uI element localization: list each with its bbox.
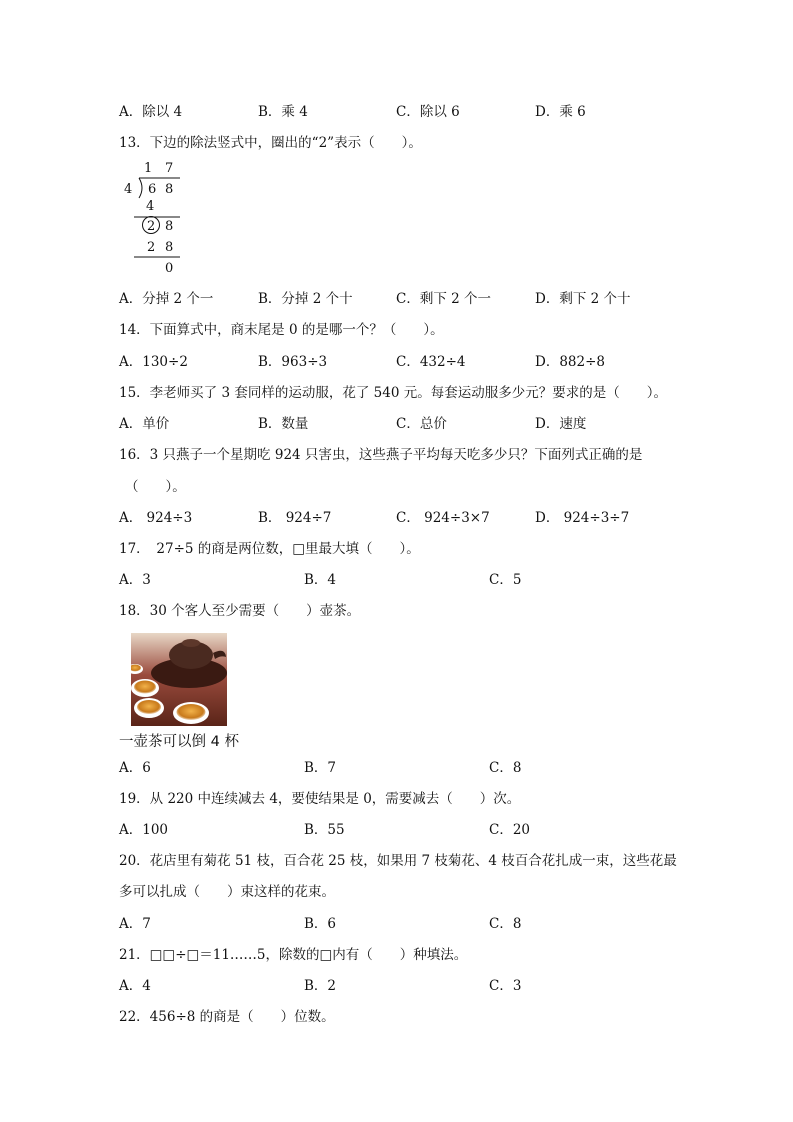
q21-option-b[interactable]: B．2 (304, 978, 337, 994)
q19-stem: 19．从 220 中连续减去 4，要使结果是 0，需要减去（ ）次。 (119, 791, 521, 807)
q17-stem: 17． 27÷5 的商是两位数，□里最大填（ ）。 (119, 541, 420, 557)
q14-option-c[interactable]: C．432÷4 (396, 354, 466, 370)
q12-option-b[interactable]: B．乘 4 (258, 104, 308, 120)
q21-stem: 21．□□÷□＝11……5，除数的□内有（ ）种填法。 (119, 947, 468, 963)
second-product-ones: 8 (165, 240, 174, 255)
q13-option-a[interactable]: A．分掉 2 个一 (119, 291, 214, 307)
q20-stem-line1: 20．花店里有菊花 51 枝，百合花 25 枝，如果用 7 枝菊花、4 枝百合花扎成一束，这些花最 (119, 853, 677, 869)
q13-option-d[interactable]: D．剩下 2 个十 (535, 291, 631, 307)
dividend-ones: 8 (165, 182, 174, 197)
q16-option-d[interactable]: D． 924÷3÷7 (535, 510, 630, 526)
dividend-tens: 6 (148, 182, 157, 197)
q12-option-d[interactable]: D．乘 6 (535, 104, 586, 120)
q18-stem: 18．30 个客人至少需要（ ）壶茶。 (119, 603, 361, 619)
second-product-tens: 2 (147, 240, 156, 255)
remainder-bring-down-8: 8 (165, 219, 174, 234)
circled-digit-2: 2 (147, 219, 156, 234)
q21-option-a[interactable]: A．4 (119, 978, 151, 994)
q14-option-b[interactable]: B．963÷3 (258, 354, 328, 370)
q14-stem: 14．下面算式中，商末尾是 0 的是哪一个？（ ）。 (119, 322, 444, 338)
q15-option-d[interactable]: D．速度 (535, 416, 587, 432)
q12-option-a[interactable]: A．除以 4 (119, 104, 183, 120)
q15-option-c[interactable]: C．总价 (396, 416, 447, 432)
q16-option-a[interactable]: A． 924÷3 (119, 510, 193, 526)
q22-stem: 22．456÷8 的商是（ ）位数。 (119, 1009, 335, 1025)
q18-caption: 一壶茶可以倒 4 杯 (119, 734, 239, 750)
q20-option-a[interactable]: A．7 (119, 916, 151, 932)
q19-option-c[interactable]: C．20 (489, 822, 531, 838)
divisor: 4 (124, 182, 133, 197)
q17-option-a[interactable]: A．3 (119, 572, 151, 588)
quotient-digit-ones: 7 (165, 161, 174, 176)
q21-option-c[interactable]: C．3 (489, 978, 522, 994)
tea-photo (131, 633, 227, 726)
q20-option-c[interactable]: C．8 (489, 916, 522, 932)
q18-option-c[interactable]: C．8 (489, 760, 522, 776)
q14-option-a[interactable]: A．130÷2 (119, 354, 188, 370)
quotient-digit-tens: 1 (144, 161, 153, 176)
division-bracket-lines (130, 172, 186, 262)
q13-option-b[interactable]: B．分掉 2 个十 (258, 291, 353, 307)
first-product: 4 (146, 199, 155, 214)
q20-option-b[interactable]: B．6 (304, 916, 337, 932)
q18-option-a[interactable]: A．6 (119, 760, 151, 776)
q17-option-b[interactable]: B．4 (304, 572, 337, 588)
q16-stem-line2: （ ）。 (125, 479, 186, 495)
q15-stem: 15．李老师买了 3 套同样的运动服，花了 540 元。每套运动服多少元？要求的是（ ）。 (119, 385, 667, 401)
q16-stem-line1: 16．3 只燕子一个星期吃 924 只害虫，这些燕子平均每天吃多少只？下面列式正确的是 (119, 447, 643, 463)
q15-option-a[interactable]: A．单价 (119, 416, 170, 432)
q12-option-c[interactable]: C．除以 6 (396, 104, 460, 120)
q19-option-b[interactable]: B．55 (304, 822, 345, 838)
q16-option-c[interactable]: C． 924÷3×7 (396, 510, 490, 526)
q20-stem-line2: 多可以扎成（ ）束这样的花束。 (119, 884, 335, 900)
q14-option-d[interactable]: D．882÷8 (535, 354, 605, 370)
q13-stem: 13．下边的除法竖式中，圈出的“2”表示（ ）。 (119, 135, 422, 151)
q19-option-a[interactable]: A．100 (119, 822, 169, 838)
q18-option-b[interactable]: B．7 (304, 760, 337, 776)
q17-option-c[interactable]: C．5 (489, 572, 522, 588)
q15-option-b[interactable]: B．数量 (258, 416, 309, 432)
final-remainder: 0 (165, 261, 174, 276)
q16-option-b[interactable]: B． 924÷7 (258, 510, 332, 526)
q13-option-c[interactable]: C．剩下 2 个一 (396, 291, 492, 307)
